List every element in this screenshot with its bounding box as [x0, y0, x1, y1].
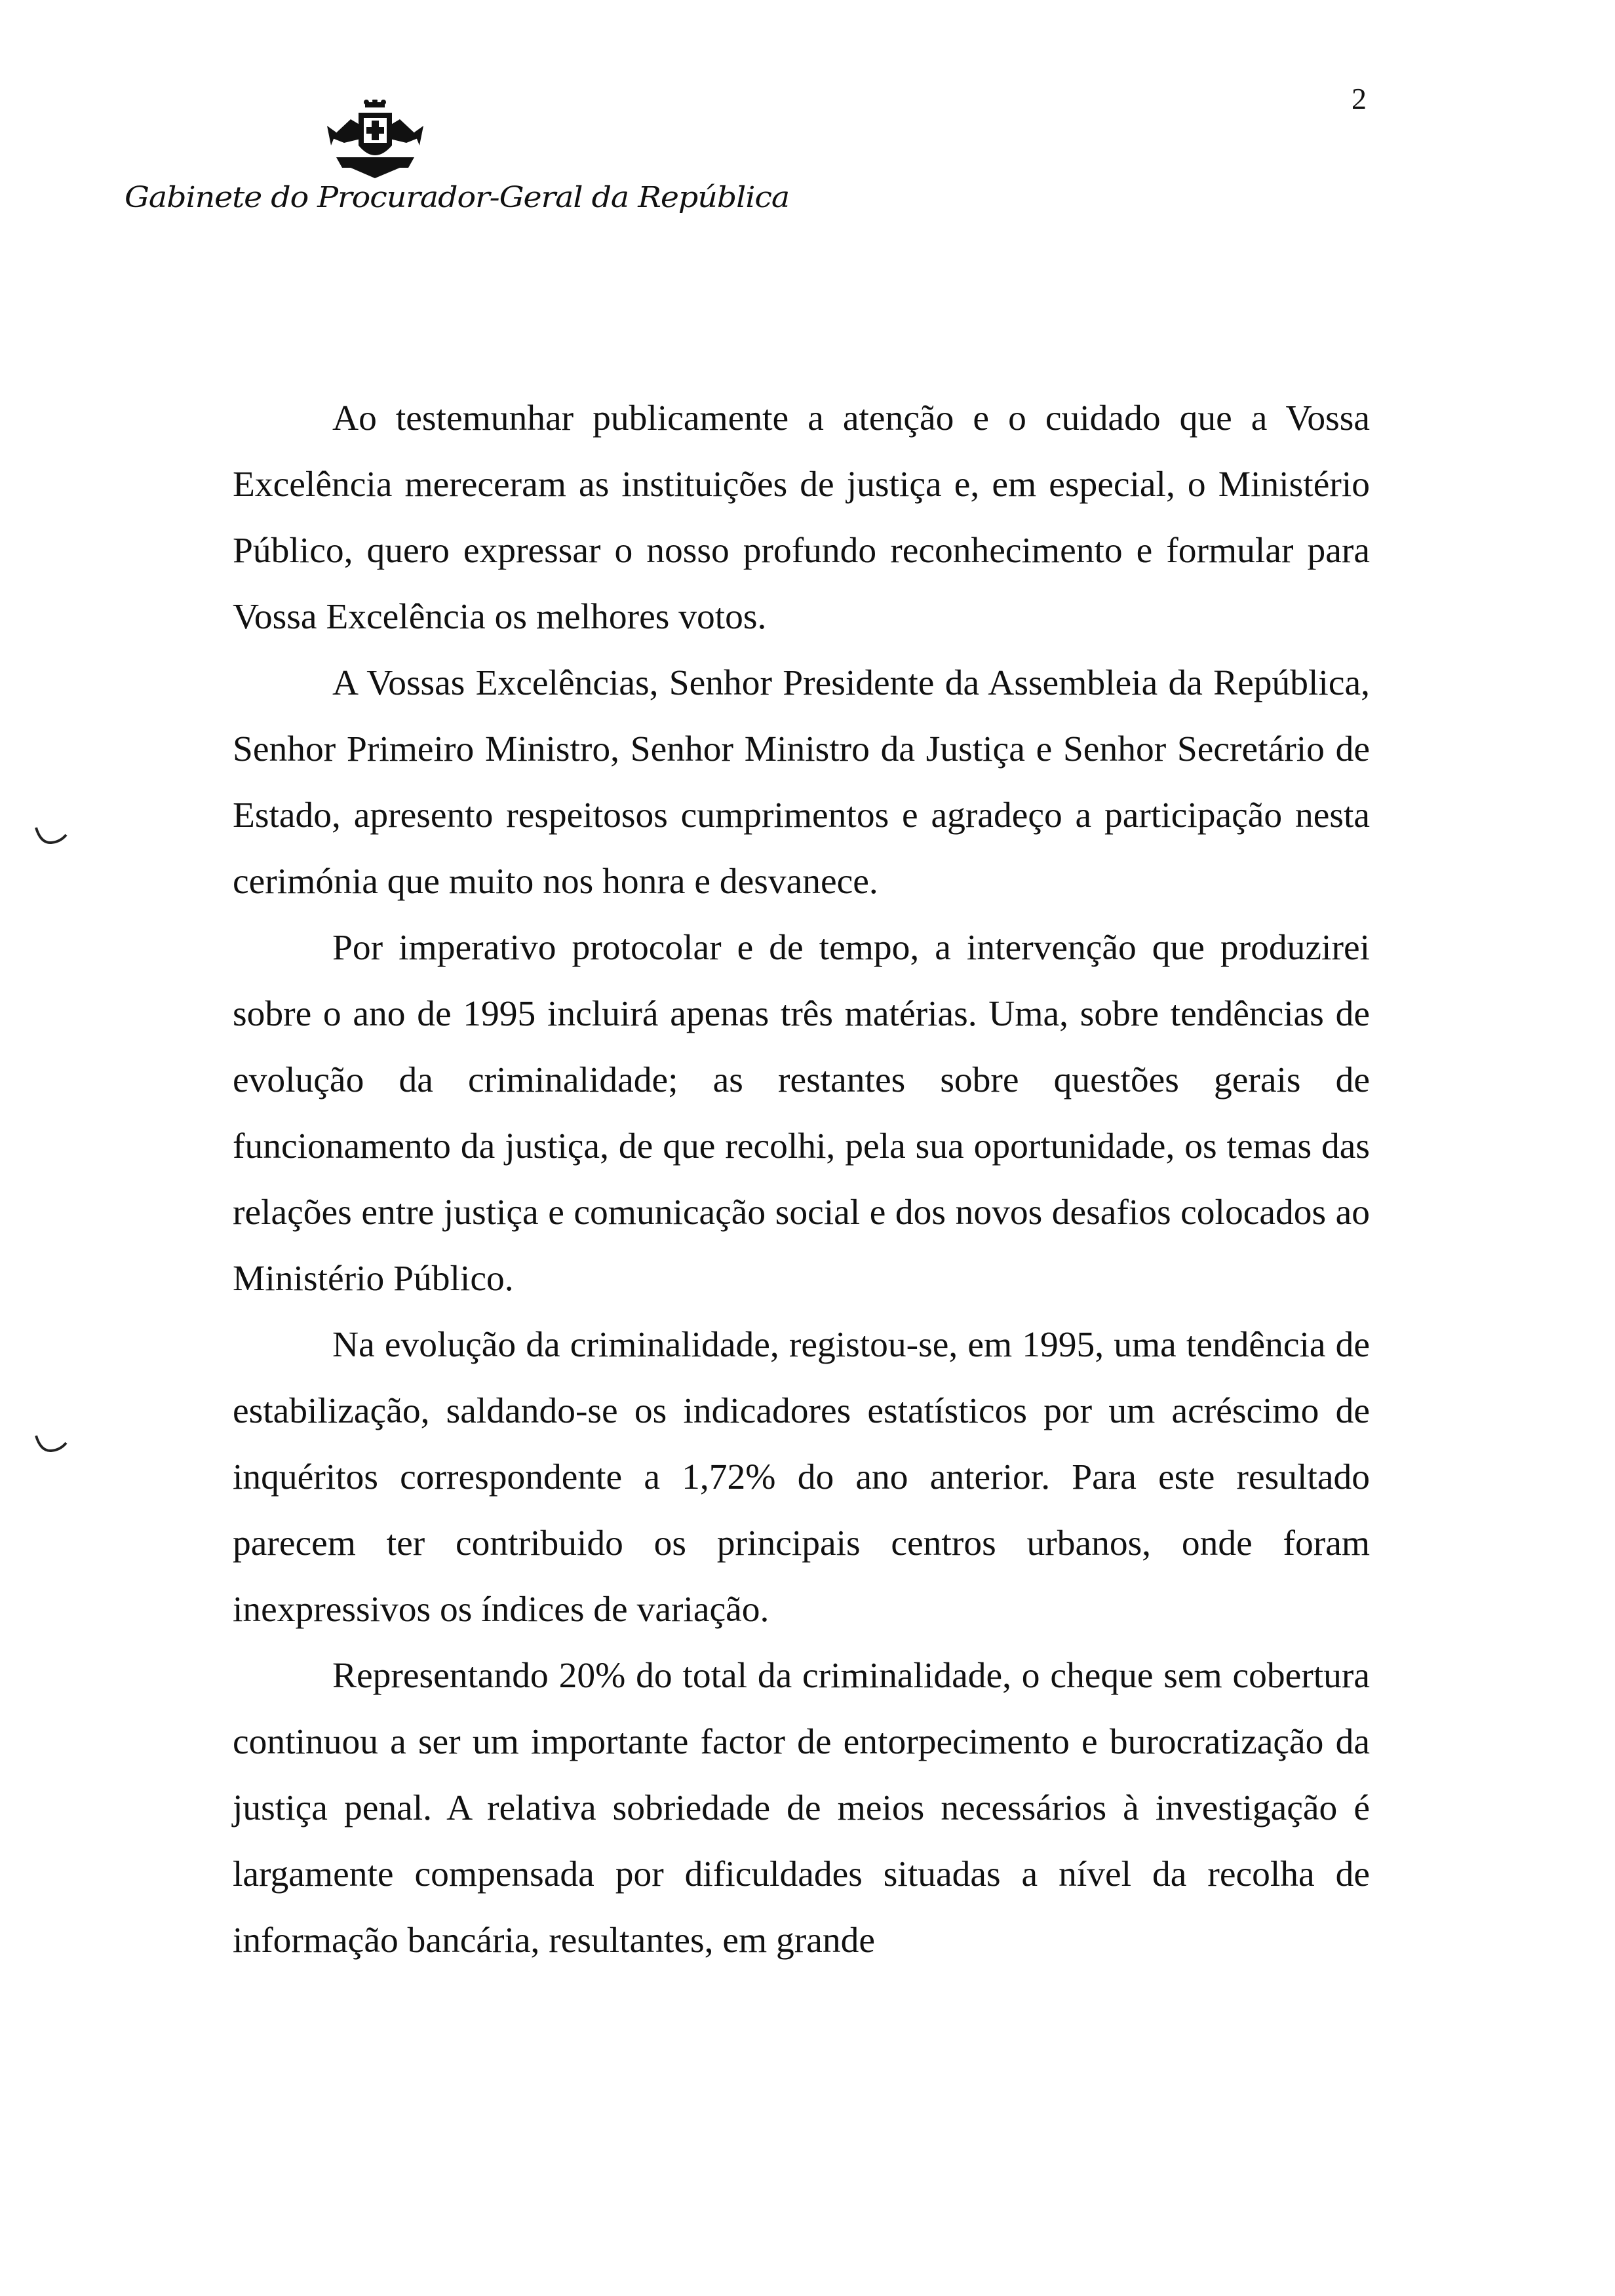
- paragraph: A Vossas Excelências, Senhor Presidente da Assembleia da República, Senhor Primeiro Ministro, Senhor Ministro da Justiça e Senhor Secretário de Estado, apresento respeitosos cumprimentos e agradeço a participação nesta cerimónia que muito nos honra e desvanece.: [233, 663, 1370, 902]
- paragraph: Ao testemunhar publicamente a atenção e o cuidado que a Vossa Excelência mereceram as instituições de justiça e, em especial, o Ministério Público, quero expressar o nosso profundo reconhecimento e formular para Vossa Excelência os melhores votos.: [233, 398, 1370, 637]
- paragraph: Representando 20% do total da criminalidade, o cheque sem cobertura continuou a ser um importante factor de entorpecimento e burocratização da justiça penal. A relativa sobriedade de meios necessários à investigação é largamente compensada por dificuldades situadas a nível da recolha de informação bancária, resultantes, em grande: [233, 1656, 1370, 1961]
- page-number: 2: [1352, 82, 1367, 115]
- paragraph: Por imperativo protocolar e de tempo, a intervenção que produzirei sobre o ano de 1995 incluirá apenas três matérias. Uma, sobre tendências de evolução da criminalidade; as restantes sobre questões gerais de funcionamento da justiça, de que recolhi, pela sua oportunidade, os temas das relações entre justiça e comunicação social e dos novos desafios colocados ao Ministério Público.: [233, 928, 1370, 1299]
- punch-hole-mark-icon: [34, 1434, 68, 1453]
- paragraph: Na evolução da criminalidade, registou-se, em 1995, uma tendência de estabilização, saldando-se os indicadores estatísticos por um acréscimo de inquéritos correspondente a 1,72% do ano anterior. Para este resultado parecem ter contribuido os principais centros urbanos, onde foram inexpressivos os índices de variação.: [233, 1325, 1370, 1630]
- punch-hole-mark-icon: [34, 826, 68, 845]
- coat-of-arms-icon: [324, 100, 426, 180]
- document-body: [233, 385, 1370, 1974]
- letterhead: [125, 169, 790, 241]
- letterhead-title: Gabinete do Procurador-Geral da República: [125, 181, 790, 214]
